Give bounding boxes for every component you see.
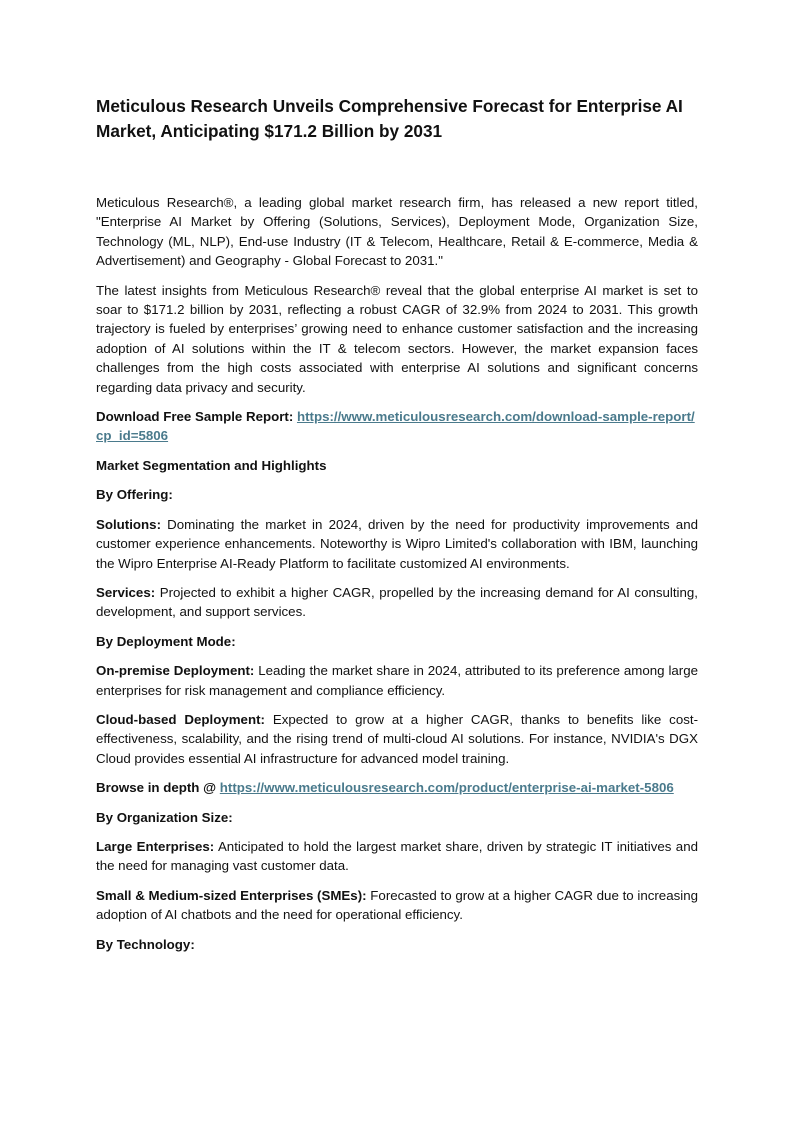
technology-heading: By Technology: xyxy=(96,936,195,952)
download-sample-line xyxy=(96,407,698,446)
segmentation-heading: Market Segmentation and Highlights xyxy=(96,457,327,473)
document-page xyxy=(96,94,698,964)
cloud-paragraph xyxy=(96,710,698,768)
cloud-text: Expected to grow at a higher CAGR, thanks to benefits like cost-effectiveness, scalability, and the rising trend of multi-cloud AI solutions. For instance, NVIDIA's DGX Cloud provides essential AI infrastructure for advanced model training. xyxy=(96,711,699,766)
organization-heading: By Organization Size: xyxy=(96,809,233,825)
browse-line xyxy=(96,778,698,797)
large-enterprises-paragraph xyxy=(96,837,698,876)
solutions-paragraph xyxy=(96,515,698,573)
large-enterprises-label: Large Enterprises: xyxy=(96,838,215,854)
solutions-label: Solutions: xyxy=(96,516,161,532)
onprem-text: Leading the market share in 2024, attributed to its preference among large enterprises for risk management and compliance efficiency. xyxy=(96,663,699,698)
solutions-text: Dominating the market in 2024, driven by the need for productivity improvements and customer experience enhancements. Noteworthy is Wipro Limited's collaboration with IBM, launching the Wipro Enterprise AI-Ready Platform to facilitate customized AI environments. xyxy=(96,516,698,571)
browse-label: Browse in depth @ xyxy=(96,780,217,796)
onprem-paragraph xyxy=(96,661,698,700)
sme-text: Forecasted to grow at a higher CAGR due to increasing adoption of AI chatbots and the need for operational efficiency. xyxy=(96,887,698,923)
sme-paragraph xyxy=(96,886,698,925)
onprem-label: On-premise Deployment: xyxy=(96,663,255,679)
services-text: Projected to exhibit a higher CAGR, propelled by the increasing demand for AI consulting, development, and support services. xyxy=(96,584,698,620)
services-paragraph xyxy=(96,583,698,622)
cloud-label: Cloud-based Deployment: xyxy=(96,711,265,727)
services-label: Services: xyxy=(96,584,156,600)
intro-paragraph: Meticulous Research®, a leading global market research firm, has released a new report titled, "Enterprise AI Market by Offering (Solutions, Services), Deployment Mode, Organization Size, Technology (ML, NLP), End-use Industry (IT & Telecom, Healthcare, Retail & E-commerce, Media & Advertisement) and Geography - Global Forecast to 2031." xyxy=(96,195,698,269)
sme-label: Small & Medium-sized Enterprises (SMEs): xyxy=(96,887,367,903)
insights-paragraph: The latest insights from Meticulous Research® reveal that the global enterprise AI market is set to soar to $171.2 billion by 2031, reflecting a robust CAGR of 32.9% from 2024 to 2031. This growth trajectory is fueled by enterprises’ growing need to enhance customer satisfaction and the increasing adoption of AI solutions within the IT & telecom sectors. However, the market expansion faces challenges from the high costs associated with enterprise AI solutions and significant concerns regarding data privacy and security. xyxy=(96,282,698,395)
offering-heading: By Offering: xyxy=(96,487,173,503)
large-enterprises-text: Anticipated to hold the largest market share, driven by strategic IT initiatives and the need for managing vast customer data. xyxy=(96,838,698,874)
download-sample-link[interactable]: https://www.meticulousresearch.com/download-sample-report/cp_id=5806 xyxy=(96,409,695,444)
browse-link[interactable]: https://www.meticulousresearch.com/product/enterprise-ai-market-5806 xyxy=(219,780,674,796)
download-sample-label: Download Free Sample Report: xyxy=(96,409,294,425)
deployment-heading: By Deployment Mode: xyxy=(96,633,236,649)
document-title: Meticulous Research Unveils Comprehensive Forecast for Enterprise AI Market, Anticipating $171.2 Billion by 2031 xyxy=(96,96,683,141)
